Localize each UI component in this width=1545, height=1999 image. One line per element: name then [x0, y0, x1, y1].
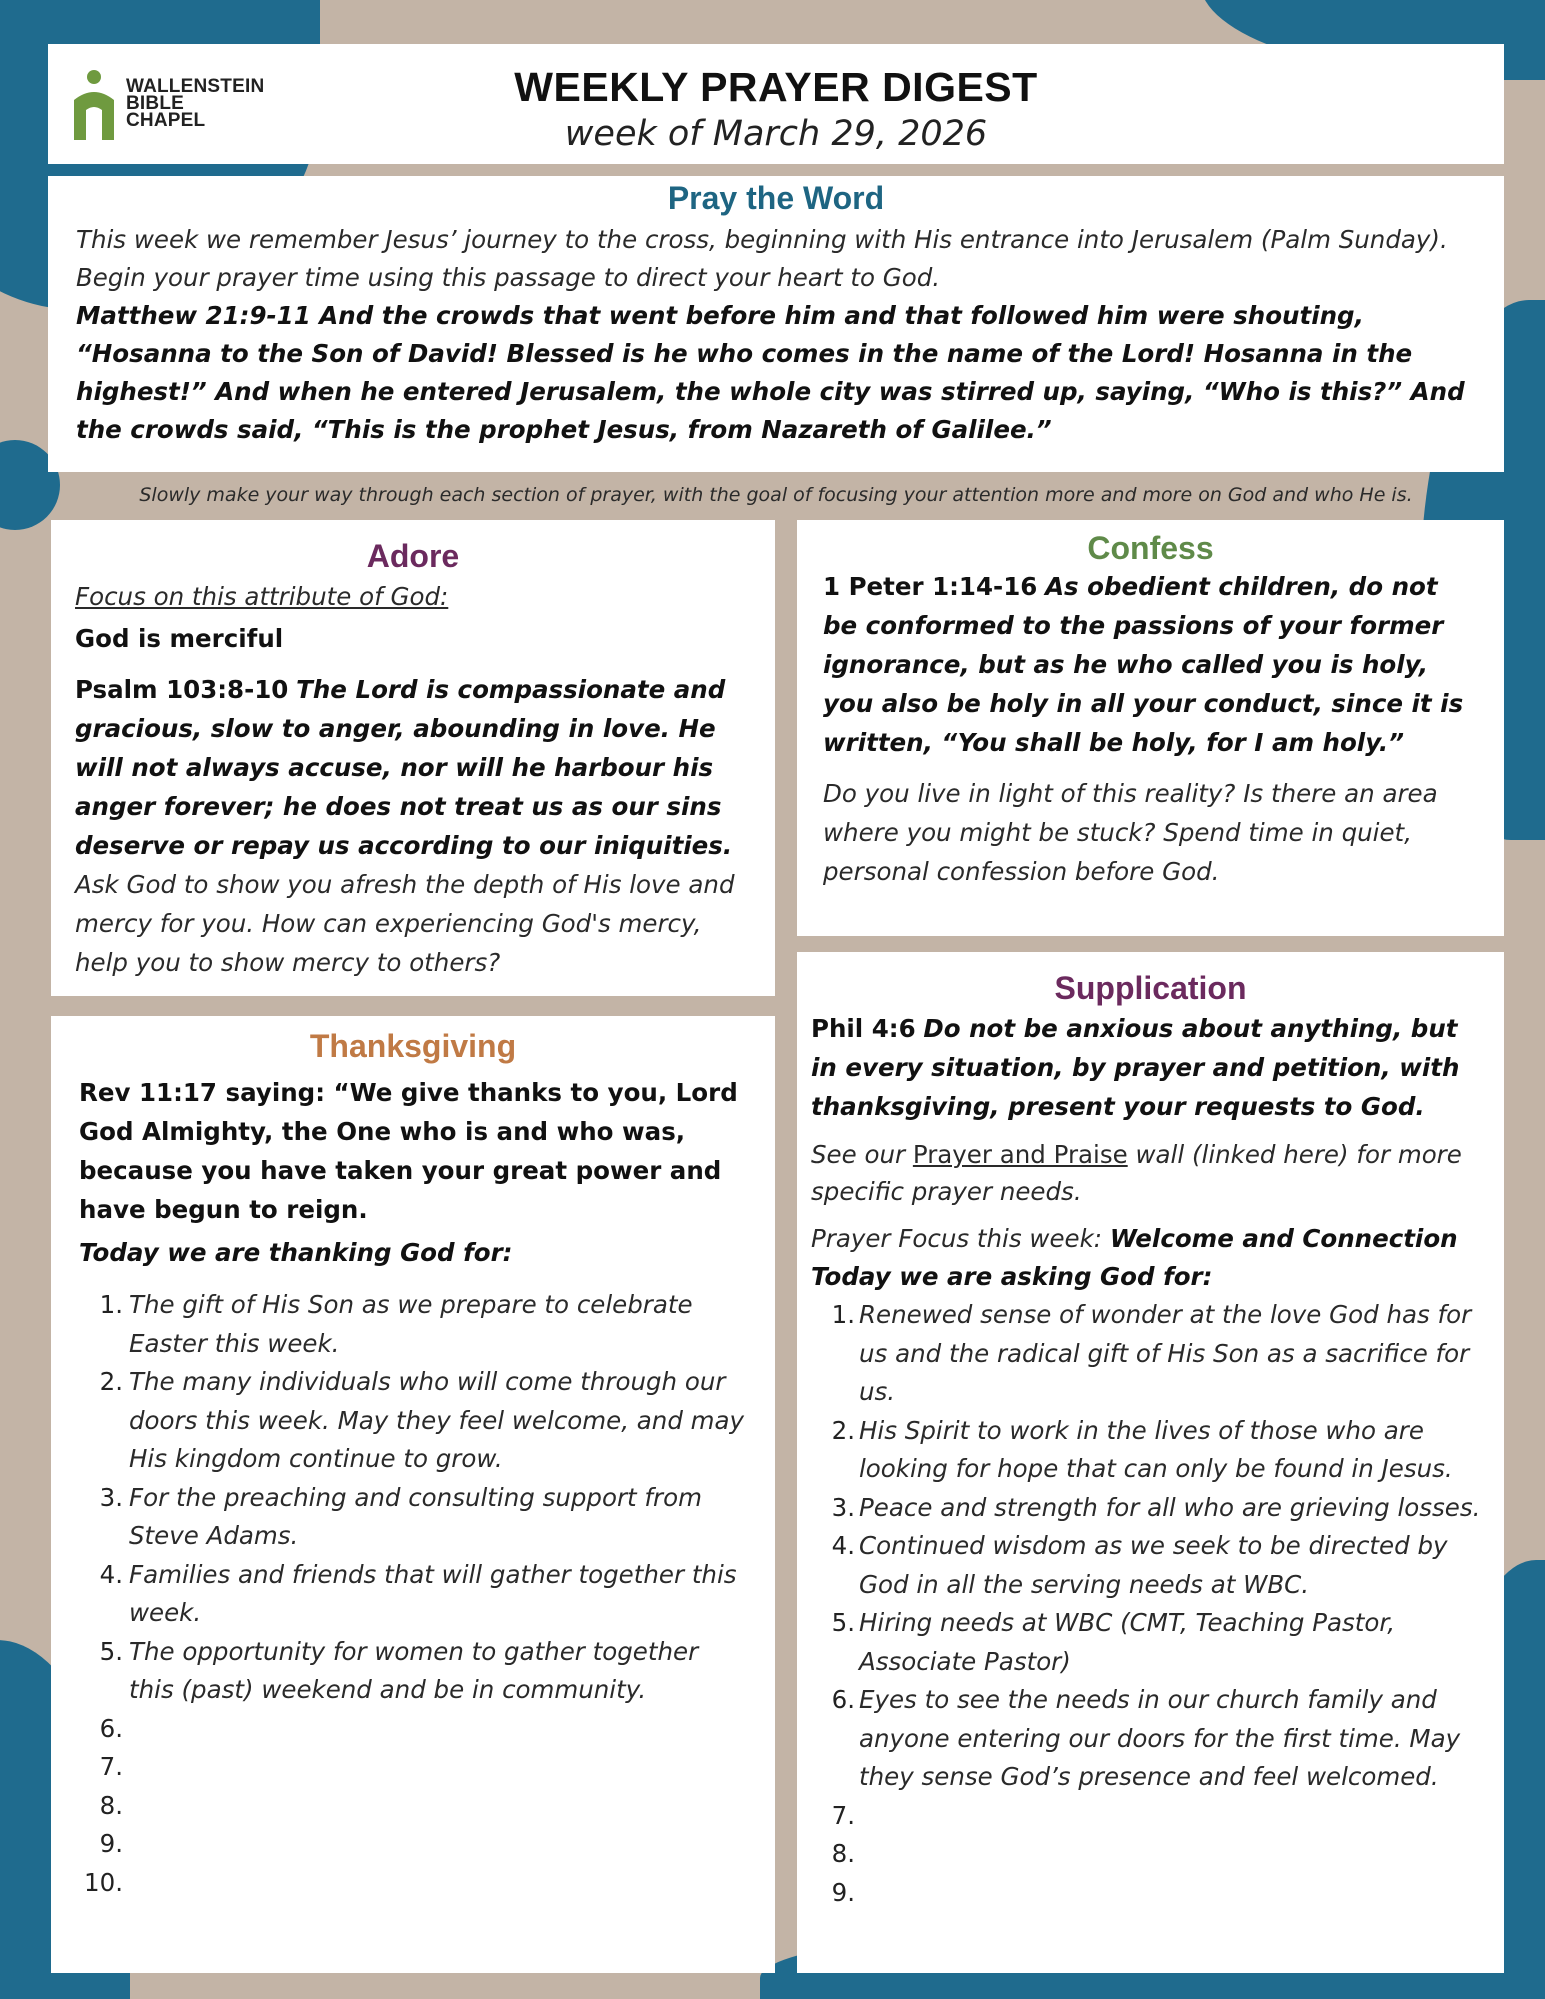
supplication-list-item	[811, 1296, 1490, 1412]
thanksgiving-list-item	[79, 1479, 747, 1556]
pray-the-word-intro: This week we remember Jesus’ journey to the cross, beginning with His entrance into Jerusalem (Palm Sunday). Begin your prayer time using this passage to direct your heart to God.	[76, 225, 1448, 292]
thanksgiving-list-item	[79, 1556, 747, 1633]
thanksgiving-list-item-number: 2.	[99, 1367, 123, 1396]
supplication-focus	[811, 1220, 1490, 1258]
thanksgiving-list	[79, 1286, 747, 1902]
supplication-list-item-number: 3.	[831, 1492, 855, 1522]
supplication-focus-label: Prayer Focus this week:	[811, 1224, 1103, 1253]
thanksgiving-list-item	[79, 1864, 747, 1903]
supplication-section	[797, 952, 1504, 1973]
thanksgiving-list-item-number: 5.	[99, 1636, 123, 1666]
thanksgiving-list-item	[79, 1748, 747, 1787]
page-title: WEEKLY PRAYER DIGEST	[514, 64, 1038, 110]
thanksgiving-list-item	[79, 1710, 747, 1749]
pray-the-word-verse: Matthew 21:9-11 And the crowds that went before him and that followed him were shouting, “Hosanna to the Son of David! Blessed is he who comes in the name of the Lord! Hosanna in the highest!” And when he entered Jerusalem, the whole city was stirred up, saying, “Who is this?” And the crowds said, “This is the prophet Jesus, from Nazareth of Galilee.”	[76, 301, 1465, 444]
supplication-list-item	[811, 1489, 1490, 1528]
supplication-list-item-number: 4.	[831, 1531, 855, 1560]
thanksgiving-list-item-number: 9.	[99, 1829, 123, 1858]
supplication-list-item-text: Peace and strength for all who are grieving losses.	[859, 1492, 1481, 1522]
thanksgiving-verse: Rev 11:17 saying: “We give thanks to you, Lord God Almighty, the One who is and who was, because you have taken your great power and have begun to reign.	[79, 1078, 738, 1224]
thanksgiving-section	[51, 1016, 775, 1973]
supplication-list-item	[811, 1412, 1490, 1489]
thanksgiving-list-item-number: 6.	[99, 1713, 123, 1743]
supplication-list-item	[811, 1527, 1490, 1604]
adore-verse	[75, 670, 751, 865]
supplication-list	[811, 1296, 1490, 1912]
supplication-list-item	[811, 1835, 1490, 1874]
thanksgiving-title: Thanksgiving	[309, 1028, 517, 1064]
adore-attribute: God is merciful	[75, 624, 284, 653]
confess-section	[797, 520, 1504, 936]
thanksgiving-list-item-text: The many individuals who will come through our doors this week. May they feel welcome, and may His kingdom continue to grow.	[129, 1367, 745, 1473]
supplication-list-item-number: 6.	[831, 1685, 855, 1714]
adore-prompt: Ask God to show you afresh the depth of His love and mercy for you. How can experiencing God's mercy, help you to show mercy to others?	[75, 870, 735, 977]
thanksgiving-list-item	[79, 1787, 747, 1826]
thanksgiving-list-item-number: 7.	[99, 1752, 123, 1781]
confess-verse-ref: 1 Peter 1:14-16	[823, 572, 1038, 601]
thanksgiving-list-item-number: 8.	[99, 1790, 123, 1820]
thanksgiving-list-item	[79, 1825, 747, 1864]
logo-line-2: BIBLE	[126, 92, 184, 114]
supplication-focus-value: Welcome and Connection	[1109, 1224, 1458, 1253]
thanksgiving-list-item	[79, 1633, 747, 1710]
prayer-and-praise-link[interactable]: Prayer and Praise	[912, 1140, 1128, 1169]
header-banner	[48, 44, 1504, 164]
supplication-wall-before: See our	[811, 1140, 906, 1169]
thanksgiving-list-item-number: 1.	[99, 1290, 123, 1319]
supplication-verse	[811, 1009, 1490, 1126]
confess-verse-text: As obedient children, do not be conformed to the passions of your former ignorance, but as he who called you is holy, you also be holy in all your conduct, since it is written, “You shall be holy, for I am holy.”	[823, 572, 1464, 757]
adore-verse-text: The Lord is compassionate and gracious, slow to anger, abounding in love. He will not always accuse, nor will he harbour his anger forever; he does not treat us as our sins deserve or repay us according to our iniquities.	[75, 675, 733, 860]
confess-verse	[823, 567, 1478, 762]
thanksgiving-list-item-number: 4.	[99, 1559, 123, 1589]
supplication-verse-text: Do not be anxious about anything, but in every situation, by prayer and petition, with thanksgiving, present your requests to God.	[811, 1014, 1460, 1121]
page-subtitle: week of March 29, 2026	[564, 114, 988, 154]
supplication-title: Supplication	[1054, 970, 1247, 1006]
supplication-list-item-text: Continued wisdom as we seek to be directed by God in all the serving needs at WBC.	[859, 1531, 1448, 1599]
confess-title: Confess	[1087, 530, 1214, 566]
adore-section	[51, 520, 775, 996]
supplication-list-item-text: Renewed sense of wonder at the love God has for us and the radical gift of His Son as a sacrifice for us.	[859, 1300, 1472, 1406]
adore-title: Adore	[366, 538, 460, 574]
thanksgiving-list-item	[79, 1363, 747, 1479]
supplication-list-item-text: Hiring needs at WBC (CMT, Teaching Pastor, Associate Pastor)	[859, 1608, 1395, 1676]
supplication-verse-ref: Phil 4:6	[811, 1014, 916, 1043]
instruction-text: Slowly make your way through each section of prayer, with the goal of focusing your attention more and more on God and who He is.	[139, 484, 1413, 506]
supplication-wall-after: wall (linked here) for more specific prayer needs.	[811, 1140, 1462, 1206]
supplication-list-item-number: 5.	[831, 1608, 855, 1637]
thanksgiving-list-item-text: The opportunity for women to gather together this (past) weekend and be in community.	[129, 1636, 699, 1704]
supplication-list-heading: Today we are asking God for:	[811, 1262, 1213, 1291]
thanksgiving-list-item	[79, 1286, 747, 1363]
thanksgiving-list-item-number: 10.	[84, 1867, 123, 1897]
thanksgiving-list-item-number: 3.	[99, 1482, 123, 1512]
supplication-list-item-number: 2.	[831, 1415, 855, 1445]
supplication-list-item-text: His Spirit to work in the lives of those who are looking for hope that can only be found in Jesus.	[859, 1415, 1453, 1483]
supplication-list-item-text: Eyes to see the needs in our church family and anyone entering our doors for the first time. May they sense God’s presence and feel welcomed.	[859, 1685, 1461, 1791]
thanksgiving-list-item-text: For the preaching and consulting support from Steve Adams.	[129, 1482, 702, 1550]
supplication-list-item	[811, 1604, 1490, 1681]
supplication-list-item-number: 9.	[831, 1877, 855, 1907]
supplication-list-item-number: 7.	[831, 1800, 855, 1830]
thanksgiving-list-item-text: The gift of His Son as we prepare to celebrate Easter this week.	[129, 1290, 693, 1358]
confess-prompt: Do you live in light of this reality? Is there an area where you might be stuck? Spend time in quiet, personal confession before God.	[823, 779, 1438, 886]
pray-the-word-section	[48, 176, 1504, 472]
supplication-list-item-number: 1.	[831, 1300, 855, 1329]
supplication-list-item	[811, 1681, 1490, 1797]
pray-the-word-title: Pray the Word	[667, 180, 885, 216]
logo-line-3: CHAPEL	[126, 109, 206, 131]
logo-line-1: WALLENSTEIN	[126, 75, 265, 97]
adore-focus-label: Focus on this attribute of God:	[75, 582, 449, 611]
supplication-wall-text	[811, 1136, 1490, 1210]
adore-verse-ref: Psalm 103:8-10	[75, 675, 289, 704]
thanksgiving-list-heading: Today we are thanking God for:	[79, 1238, 513, 1267]
supplication-list-item-number: 8.	[831, 1839, 855, 1868]
supplication-list-item	[811, 1874, 1490, 1913]
supplication-list-item	[811, 1797, 1490, 1836]
thanksgiving-list-item-text: Families and friends that will gather together this week.	[129, 1559, 737, 1627]
